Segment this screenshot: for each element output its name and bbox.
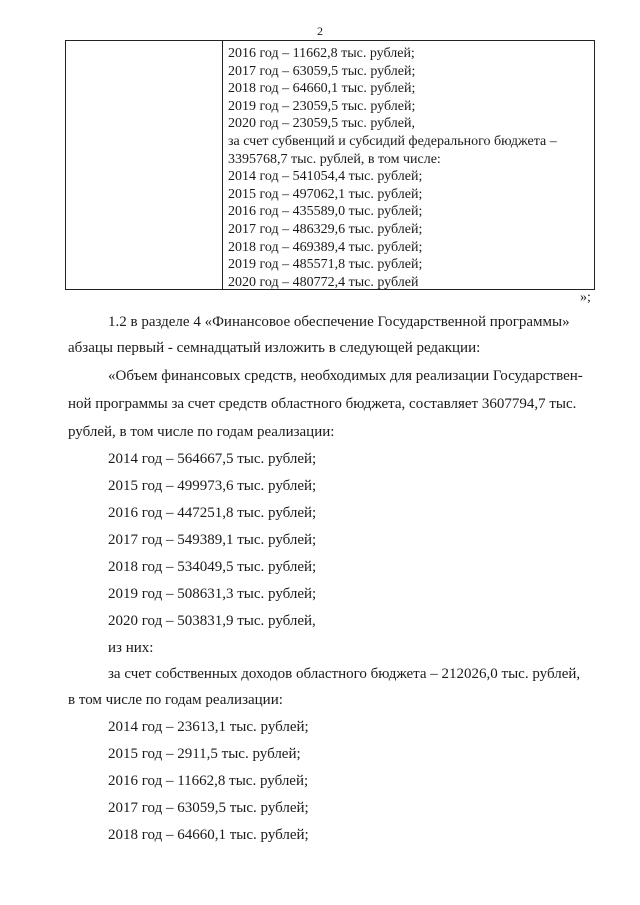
year-line: 2018 год – 534049,5 тыс. рублей; [108, 559, 317, 575]
table-line: 2018 год – 64660,1 тыс. рублей; [228, 81, 416, 97]
of-them-label: из них: [108, 640, 154, 656]
year-line: 2018 год – 64660,1 тыс. рублей; [108, 827, 309, 843]
table-line: 2017 год – 63059,5 тыс. рублей; [228, 63, 416, 79]
table-line: 3395768,7 тыс. рублей, в том числе: [228, 151, 441, 167]
year-line: 2014 год – 564667,5 тыс. рублей; [108, 451, 317, 467]
table-line: 2018 год – 469389,4 тыс. рублей; [228, 239, 423, 255]
table-line: за счет субвенций и субсидий федерального бюджета – [228, 133, 557, 149]
year-line: 2017 год – 549389,1 тыс. рублей; [108, 532, 317, 548]
section-heading: 1.2 в разделе 4 «Финансовое обеспечение Государственной программы» [108, 314, 570, 330]
year-line: 2020 год – 503831,9 тыс. рублей, [108, 613, 316, 629]
page-number: 2 [317, 24, 323, 38]
table-line: 2017 год – 486329,6 тыс. рублей; [228, 221, 423, 237]
paragraph-line: «Объем финансовых средств, необходимых для реализации Государствен- [108, 368, 583, 384]
table-line: 2019 год – 485571,8 тыс. рублей; [228, 257, 423, 273]
table-line: 2014 год – 541054,4 тыс. рублей; [228, 169, 423, 185]
paragraph-line: ной программы за счет средств областного бюджета, составляет 3607794,7 тыс. [68, 396, 577, 412]
table-line: 2016 год – 11662,8 тыс. рублей; [228, 46, 415, 61]
paragraph-line: рублей, в том числе по годам реализации: [68, 424, 335, 440]
closing-quote: »; [580, 290, 591, 305]
table-right-cell [228, 45, 588, 291]
paragraph-line: в том числе по годам реализации: [68, 692, 283, 708]
year-line: 2015 год – 499973,6 тыс. рублей; [108, 478, 317, 494]
paragraph-line: за счет собственных доходов областного бюджета – 212026,0 тыс. рублей, [108, 666, 581, 682]
year-line: 2019 год – 508631,3 тыс. рублей; [108, 586, 317, 602]
table-line: 2019 год – 23059,5 тыс. рублей; [228, 98, 416, 114]
section-heading-continuation: абзацы первый - семнадцатый изложить в следующей редакции: [68, 340, 481, 356]
year-line: 2017 год – 63059,5 тыс. рублей; [108, 800, 309, 816]
funding-table [65, 40, 595, 290]
year-line: 2016 год – 11662,8 тыс. рублей; [108, 773, 309, 789]
table-line: 2020 год – 23059,5 тыс. рублей, [228, 116, 415, 132]
year-line: 2016 год – 447251,8 тыс. рублей; [108, 505, 317, 521]
table-line: 2015 год – 497062,1 тыс. рублей; [228, 186, 423, 202]
year-line: 2014 год – 23613,1 тыс. рублей; [108, 719, 309, 735]
year-line: 2015 год – 2911,5 тыс. рублей; [108, 746, 301, 762]
table-column-divider [222, 41, 223, 289]
table-line: 2020 год – 480772,4 тыс. рублей [228, 274, 419, 290]
table-line: 2016 год – 435589,0 тыс. рублей; [228, 204, 423, 220]
